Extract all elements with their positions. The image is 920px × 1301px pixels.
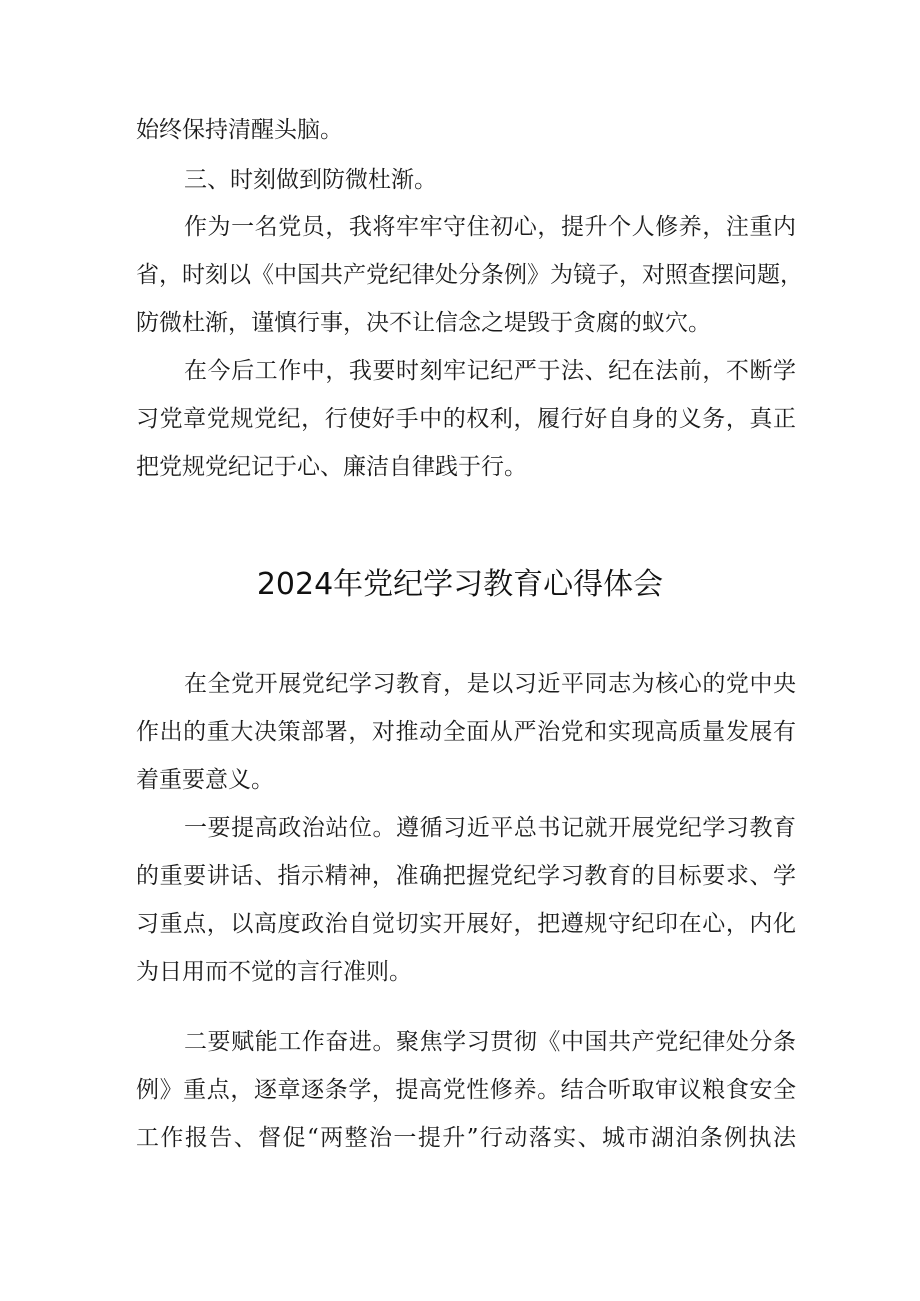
section-heading-3: 三、时刻做到防微杜渐。 <box>184 167 437 193</box>
paragraph-line: 例》重点，逐章逐条学，提高党性修养。结合听取审议粮食安全 <box>136 1077 796 1103</box>
article-title: 2024年党纪学习教育心得体会 <box>256 567 664 602</box>
paragraph-line: 把党规党纪记于心、廉洁自律践于行。 <box>136 454 527 480</box>
paragraph-line: 省，时刻以《中国共产党纪律处分条例》为镜子，对照查摆问题， <box>136 262 803 288</box>
paragraph-line: 习重点，以高度政治自觉切实开展好，把遵规守纪印在心，内化 <box>136 911 796 937</box>
paragraph-line: 工作报告、督促“两整治一提升”行动落实、城市湖泊条例执法 <box>136 1125 796 1151</box>
paragraph-line: 作出的重大决策部署，对推动全面从严治党和实现高质量发展有 <box>136 719 796 745</box>
paragraph-line: 在今后工作中，我要时刻牢记纪严于法、纪在法前，不断学 <box>184 358 796 384</box>
paragraph-line: 习党章党规党纪，行使好手中的权利，履行好自身的义务，真正 <box>136 406 796 432</box>
paragraph-line: 着重要意义。 <box>136 767 274 793</box>
paragraph-line: 为日用而不觉的言行准则。 <box>136 959 412 985</box>
paragraph-tail-line: 始终保持清醒头脑。 <box>136 117 343 143</box>
paragraph-line: 防微杜渐，谨慎行事，决不让信念之堤毁于贪腐的蚁穴。 <box>136 310 711 336</box>
paragraph-line: 一要提高政治站位。遵循习近平总书记就开展党纪学习教育 <box>184 815 796 841</box>
paragraph-line: 作为一名党员，我将牢牢守住初心，提升个人修养，注重内 <box>184 214 796 240</box>
paragraph-line: 的重要讲话、指示精神，准确把握党纪学习教育的目标要求、学 <box>136 863 796 889</box>
paragraph-line: 在全党开展党纪学习教育，是以习近平同志为核心的党中央 <box>184 671 796 697</box>
paragraph-line: 二要赋能工作奋进。聚焦学习贯彻《中国共产党纪律处分条 <box>184 1029 796 1055</box>
